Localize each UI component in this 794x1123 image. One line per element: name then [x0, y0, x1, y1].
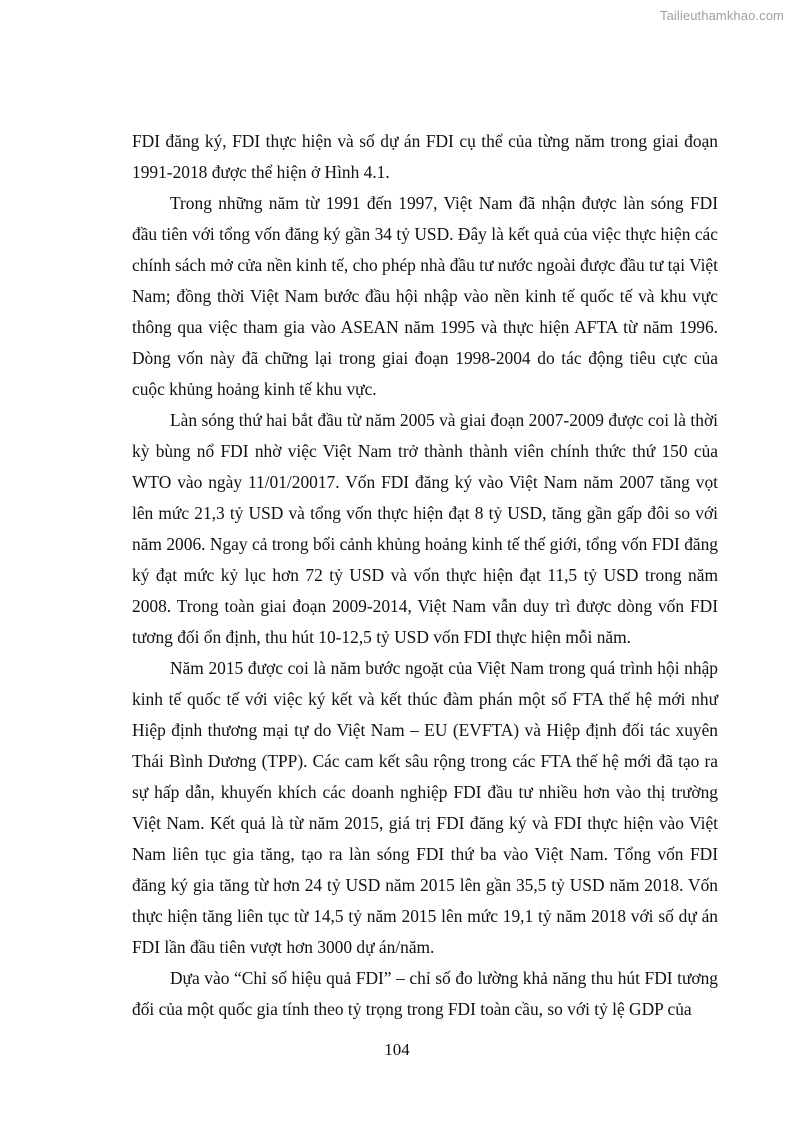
paragraph-continued: FDI đăng ký, FDI thực hiện và số dự án FDI cụ thể của từng năm trong giai đoạn 1991-2018 được thể hiện ở Hình 4.1. [132, 131, 718, 182]
document-body [132, 126, 718, 1025]
paragraph-fdi-index: Dựa vào “Chỉ số hiệu quả FDI” – chỉ số đo lường khả năng thu hút FDI tương đối của một quốc gia tính theo tỷ trọng trong FDI toàn cầu, so với tỷ lệ GDP của [132, 968, 718, 1019]
paragraph-first-wave: Trong những năm từ 1991 đến 1997, Việt Nam đã nhận được làn sóng FDI đầu tiên với tổng vốn đăng ký gần 34 tỷ USD. Đây là kết quả của việc thực hiện các chính sách mở cửa nền kinh tế, cho phép nhà đầu tư nước ngoài được đầu tư tại Việt Nam; đồng thời Việt Nam bước đầu hội nhập vào nền kinh tế quốc tế và khu vực thông qua việc tham gia vào ASEAN năm 1995 và thực hiện AFTA từ năm 1996. Dòng vốn này đã chững lại trong giai đoạn 1998-2004 do tác động tiêu cực của cuộc khủng hoảng kinh tế khu vực. [132, 193, 718, 399]
watermark: Tailieuthamkhao.com [659, 8, 784, 23]
paragraph-second-wave: Làn sóng thứ hai bắt đầu từ năm 2005 và giai đoạn 2007-2009 được coi là thời kỳ bùng nổ FDI nhờ việc Việt Nam trở thành thành viên chính thức thứ 150 của WTO vào ngày 11/01/20017. Vốn FDI đăng ký vào Việt Nam năm 2007 tăng vọt lên mức 21,3 tỷ USD và tổng vốn thực hiện đạt 8 tỷ USD, tăng gần gấp đôi so với năm 2006. Ngay cả trong bối cảnh khủng hoảng kinh tế thế giới, tổng vốn FDI đăng ký đạt mức kỷ lục hơn 72 tỷ USD và vốn thực hiện đạt 11,5 tỷ USD trong năm 2008. Trong toàn giai đoạn 2009-2014, Việt Nam vẫn duy trì được dòng vốn FDI tương đối ổn định, thu hút 10-12,5 tỷ USD vốn FDI thực hiện mỗi năm. [132, 410, 718, 647]
paragraph-third-wave: Năm 2015 được coi là năm bước ngoặt của Việt Nam trong quá trình hội nhập kinh tế quốc tế với việc ký kết và kết thúc đàm phán một số FTA thế hệ mới như Hiệp định thương mại tự do Việt Nam – EU (EVFTA) và Hiệp định đối tác xuyên Thái Bình Dương (TPP). Các cam kết sâu rộng trong các FTA thế hệ mới đã tạo ra sự hấp dẫn, khuyến khích các doanh nghiệp FDI đầu tư nhiều hơn vào thị trường Việt Nam. Kết quả là từ năm 2015, giá trị FDI đăng ký và FDI thực hiện vào Việt Nam liên tục gia tăng, tạo ra làn sóng FDI thứ ba vào Việt Nam. Tổng vốn FDI đăng ký gia tăng từ hơn 24 tỷ USD năm 2015 lên gần 35,5 tỷ USD năm 2018. Vốn thực hiện tăng liên tục từ 14,5 tỷ năm 2015 lên mức 19,1 tỷ năm 2018 với số dự án FDI lần đầu tiên vượt hơn 3000 dự án/năm. [132, 658, 718, 957]
page-number: 104 [384, 1040, 410, 1059]
